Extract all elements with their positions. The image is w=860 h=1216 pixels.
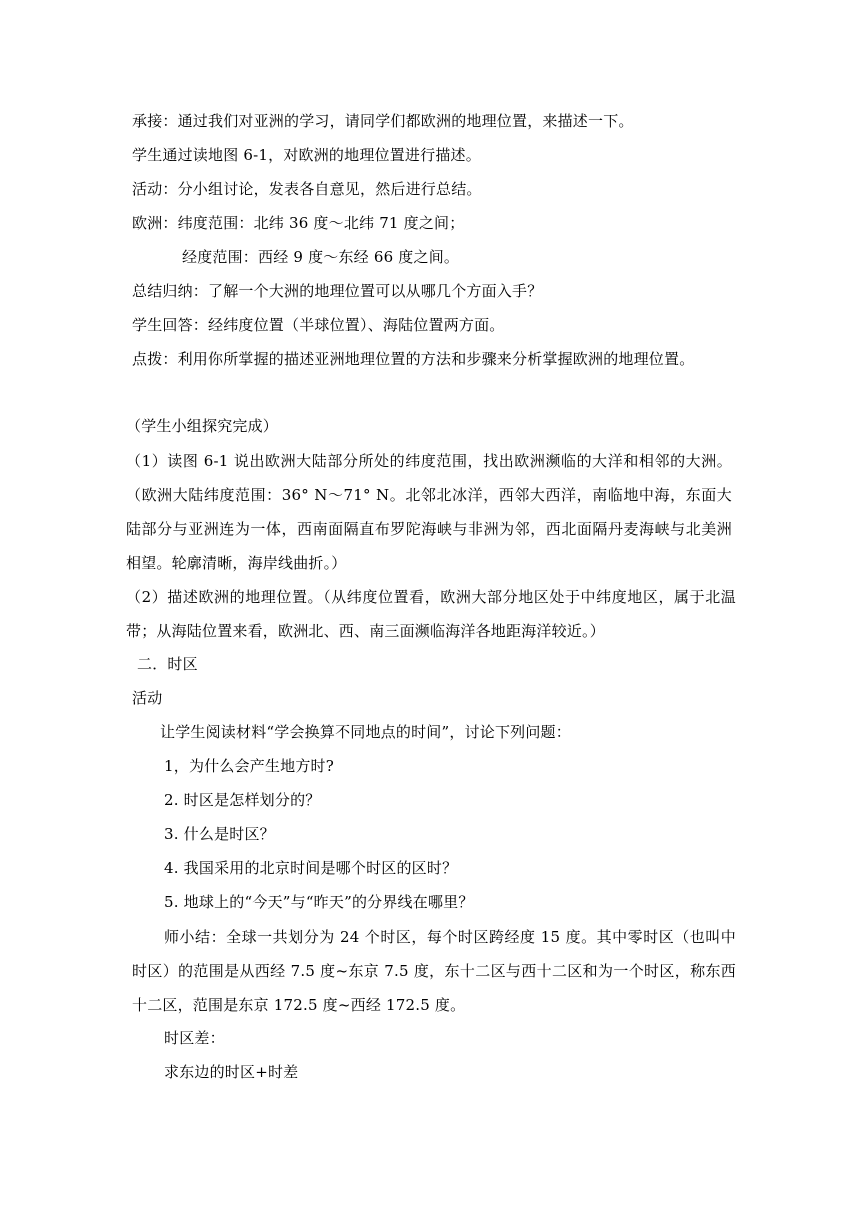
text-line-transition: 承接：通过我们对亚洲的学习，请同学们都欧洲的地理位置，来描述一下。	[132, 112, 634, 130]
list-item-4: 4. 我国采用的北京时间是哪个时区的区时？	[164, 859, 458, 877]
text-line-time-difference: 时区差：	[164, 1029, 225, 1047]
text-line-latitude-range: 欧洲：纬度范围：北纬 36 度～北纬 71 度之间；	[132, 214, 465, 232]
text-line-longitude-range: 经度范围：西经 9 度～东经 66 度之间。	[182, 248, 460, 266]
text-line-group-inquiry: （学生小组探究完成）	[126, 417, 279, 435]
text-line-reading-task: 让学生阅读材料“学会换算不同地点的时间”，讨论下列问题：	[160, 723, 571, 741]
list-item-5: 5. 地球上的“今天”与“昨天”的分界线在哪里？	[164, 893, 474, 911]
text-line-student-answer: 学生回答：经纬度位置（半球位置）、海陆位置两方面。	[132, 316, 505, 334]
text-line-summary-question: 总结归纳：了解一个大洲的地理位置可以从哪几个方面入手？	[132, 282, 543, 300]
text-line-activity: 活动：分小组讨论，发表各自意见，然后进行总结。	[132, 180, 482, 198]
paragraph-guidance: 点拨：利用你所掌握的描述亚洲地理位置的方法和步骤来分析掌握欧洲的地理位置。	[132, 350, 695, 368]
section-heading-time-zones: 二．时区	[137, 655, 198, 673]
text-line-east-zone-rule: 求东边的时区+时差	[164, 1063, 299, 1081]
text-line-activity-label: 活动	[132, 689, 163, 707]
list-item-2: 2. 时区是怎样划分的？	[164, 791, 321, 809]
paragraph-teacher-summary: 师小结：全球一共划分为 24 个时区，每个时区跨经度 15 度。其中零时区（也叫中时区）的范围是从西经 7.5 度~东京 7.5 度，东十二区与西十二区和为一个时区，称东西十二区，范围是东京 172.5 度~西经 172.5 度。	[132, 928, 736, 1014]
paragraph-question-2: （2）描述欧洲的地理位置。（从纬度位置看，欧洲大部分地区处于中纬度地区，属于北温带；从海陆位置来看，欧洲北、西、南三面濒临海洋各地距海洋较近。）	[126, 588, 736, 640]
text-line-map-reading: 学生通过读地图 6-1，对欧洲的地理位置进行描述。	[132, 146, 481, 164]
list-item-3: 3. 什么是时区？	[164, 825, 275, 843]
paragraph-question-1: （1）读图 6-1 说出欧洲大陆部分所处的纬度范围，找出欧洲濒临的大洋和相邻的大洲。（欧洲大陆纬度范围：36° N～71° N。北邻北冰洋，西邻大西洋，南临地中海，东面大陆部分与亚洲连为一体，西南面隔直布罗陀海峡与非洲为邻，西北面隔丹麦海峡与北美洲相望。轮廓清晰，海岸线曲折。）	[126, 452, 732, 572]
list-item-1: 1，为什么会产生地方时?	[164, 757, 334, 775]
